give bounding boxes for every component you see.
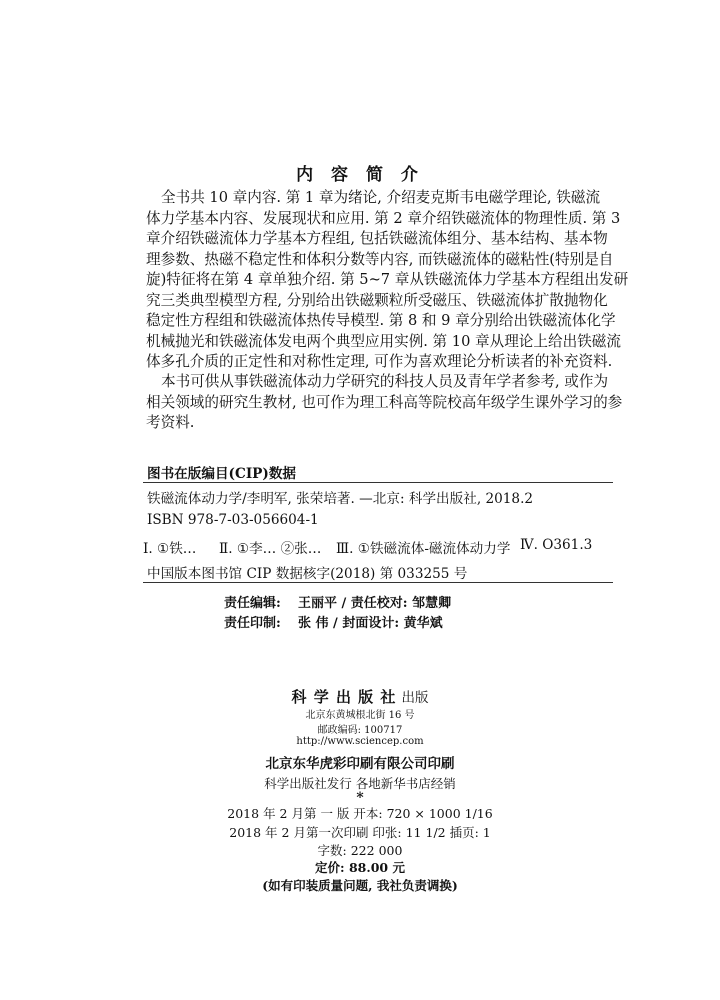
divider — [143, 582, 613, 583]
publisher-suffix: 出版 — [401, 690, 429, 706]
credit-label: 责任编辑: — [224, 596, 281, 611]
intro-line: 稳定性方程组和铁磁流体热传导模型. 第 8 和 9 章分别给出铁磁流体化学 — [146, 312, 616, 329]
printer-line: 北京东华虎彩印刷有限公司印刷 — [265, 756, 455, 772]
publisher-postcode: 邮政编码: 100717 — [317, 725, 403, 736]
publisher-address: 北京东黄城根北街 16 号 — [305, 710, 415, 721]
credit-value: 张 伟 / 封面设计: 黄华斌 — [298, 616, 443, 631]
publisher-name: 科 学 出 版 社 — [291, 688, 397, 706]
cip-class: Ⅰ. ①铁… — [143, 541, 197, 557]
intro-line: 全书共 10 章内容. 第 1 章为绪论, 介绍麦克斯韦电磁学理论, 铁磁流 — [161, 189, 601, 206]
cip-number: 中国版本图书馆 CIP 数据核字(2018) 第 033255 号 — [147, 566, 468, 582]
wordcount-line: 字数: 222 000 — [317, 843, 403, 858]
intro-line: 究三类典型模型方程, 分别给出铁磁颗粒所受磁压、铁磁流体扩散抛物化 — [146, 291, 608, 309]
printing-line: 2018 年 2 月第一次印刷 印张: 11 1/2 插页: 1 — [229, 825, 491, 840]
intro-line: 体力学基本内容、发展现状和应用. 第 2 章介绍铁磁流体的物理性质. 第 3 — [146, 209, 621, 227]
intro-line: 体多孔介质的正定性和对称性定理, 可作为喜欢理论分析读者的补充资料. — [146, 353, 613, 370]
intro-line: 机械抛光和铁磁流体发电两个典型应用实例. 第 10 章从理论上给出铁磁流 — [146, 332, 621, 350]
distribution-line: 科学出版社发行 各地新华书店经销 — [264, 776, 456, 791]
intro-line: 考资料. — [146, 414, 195, 431]
cip-line: 铁磁流体动力学/李明军, 张荣培著. —北京: 科学出版社, 2018.2 — [147, 491, 534, 507]
intro-line: 旋)特征将在第 4 章单独介绍. 第 5~7 章从铁磁流体力学基本方程组出发研 — [146, 271, 629, 288]
cip-class: Ⅲ. ①铁磁流体-磁流体动力学 — [336, 541, 511, 557]
edition-line: 2018 年 2 月第 一 版 开本: 720 × 1000 1/16 — [227, 806, 493, 821]
intro-line: 相关领域的研究生教材, 也可作为理工科高等院校高年级学生课外学习的参 — [146, 393, 623, 411]
intro-line: 本书可供从事铁磁流体动力学研究的科技人员及青年学者参考, 或作为 — [161, 373, 609, 390]
cip-heading: 图书在版编目(CIP)数据 — [147, 466, 297, 482]
credit-label: 责任印制: — [224, 616, 281, 631]
cip-isbn: ISBN 978-7-03-056604-1 — [147, 512, 319, 528]
intro-line: 理参数、热磁不稳定性和体积分数等内容, 而铁磁流体的磁粘性(特别是自 — [146, 250, 614, 268]
note-line: (如有印装质量问题, 我社负责调换) — [262, 878, 458, 893]
publisher-website: http://www.sciencep.com — [296, 736, 424, 747]
price-line: 定价: 88.00 元 — [315, 860, 405, 875]
cip-class: Ⅳ. O361.3 — [520, 537, 593, 553]
credit-value: 王丽平 / 责任校对: 邹慧卿 — [298, 596, 452, 611]
separator-star: * — [356, 790, 364, 806]
page-title: 内 容 简 介 — [296, 165, 424, 185]
cip-block — [143, 462, 613, 584]
divider — [143, 482, 613, 483]
publisher-line — [0, 686, 720, 707]
intro-line: 章介绍铁磁流体力学基本方程组, 包括铁磁流体组分、基本结构、基本物 — [146, 230, 608, 247]
intro-paragraph-2 — [146, 372, 623, 434]
cip-class: Ⅱ. ①李… ②张… — [219, 541, 322, 557]
intro-paragraph-1 — [146, 188, 629, 373]
